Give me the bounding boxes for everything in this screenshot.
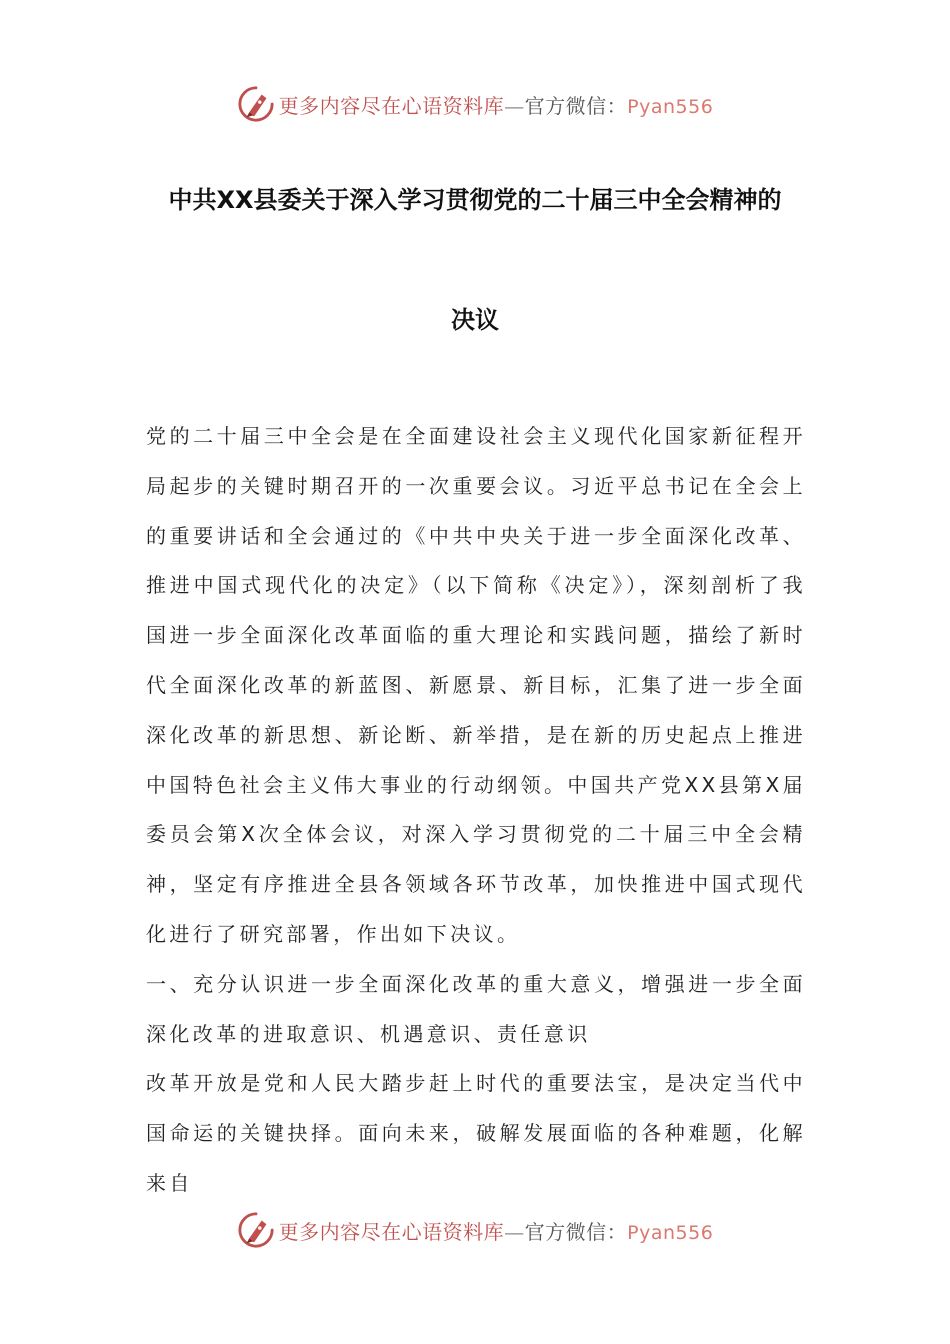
footer-watermark — [0, 1208, 950, 1252]
document-body — [146, 412, 806, 1209]
document-title-line-2: 决议 — [451, 306, 499, 334]
watermark-brand: 更多内容尽在心语资料库 — [278, 1219, 505, 1244]
watermark-account: Pyan556 — [627, 1221, 714, 1244]
pen-nib-logo-icon — [237, 85, 275, 123]
header-watermark — [0, 82, 950, 126]
watermark-account: Pyan556 — [627, 95, 714, 118]
watermark-wechat-label: 官方微信： — [524, 93, 628, 118]
body-paragraph-reform: 改革开放是党和人民大踏步赶上时代的重要法宝，是决定当代中国命运的关键抉择。面向未来，破解发展面临的各种难题，化解来自 — [146, 1071, 806, 1195]
watermark-dash: — — [504, 93, 525, 118]
document-title-line-1: 中共XX县委关于深入学习贯彻党的二十届三中全会精神的 — [168, 186, 782, 214]
section-heading-1: 一、充分认识进一步全面深化改革的重大意义，增强进一步全面深化改革的进取意识、机遇意识、责任意识 — [146, 971, 806, 1046]
watermark-wechat-label: 官方微信： — [524, 1219, 628, 1244]
body-paragraph-intro: 党的二十届三中全会是在全面建设社会主义现代化国家新征程开局起步的关键时期召开的一次重要会议。习近平总书记在全会上的重要讲话和全会通过的《中共中央关于进一步全面深化改革、推进中国式现代化的决定》（以下简称《决定》），深刻剖析了我国进一步全面深化改革面临的重大理论和实践问题，描绘了新时代全面深化改革的新蓝图、新愿景、新目标，汇集了进一步全面深化改革的新思想、新论断、新举措，是在新的历史起点上推进中国特色社会主义伟大事业的行动纲领。中国共产党XX县第X届委员会第X次全体会议，对深入学习贯彻党的二十届三中全会精神，坚定有序推进全县各领域各环节改革，加快推进中国式现代化进行了研究部署，作出如下决议。 — [146, 424, 806, 946]
watermark-dash: — — [504, 1219, 525, 1244]
pen-nib-logo-icon — [237, 1211, 275, 1249]
watermark-brand: 更多内容尽在心语资料库 — [278, 93, 505, 118]
